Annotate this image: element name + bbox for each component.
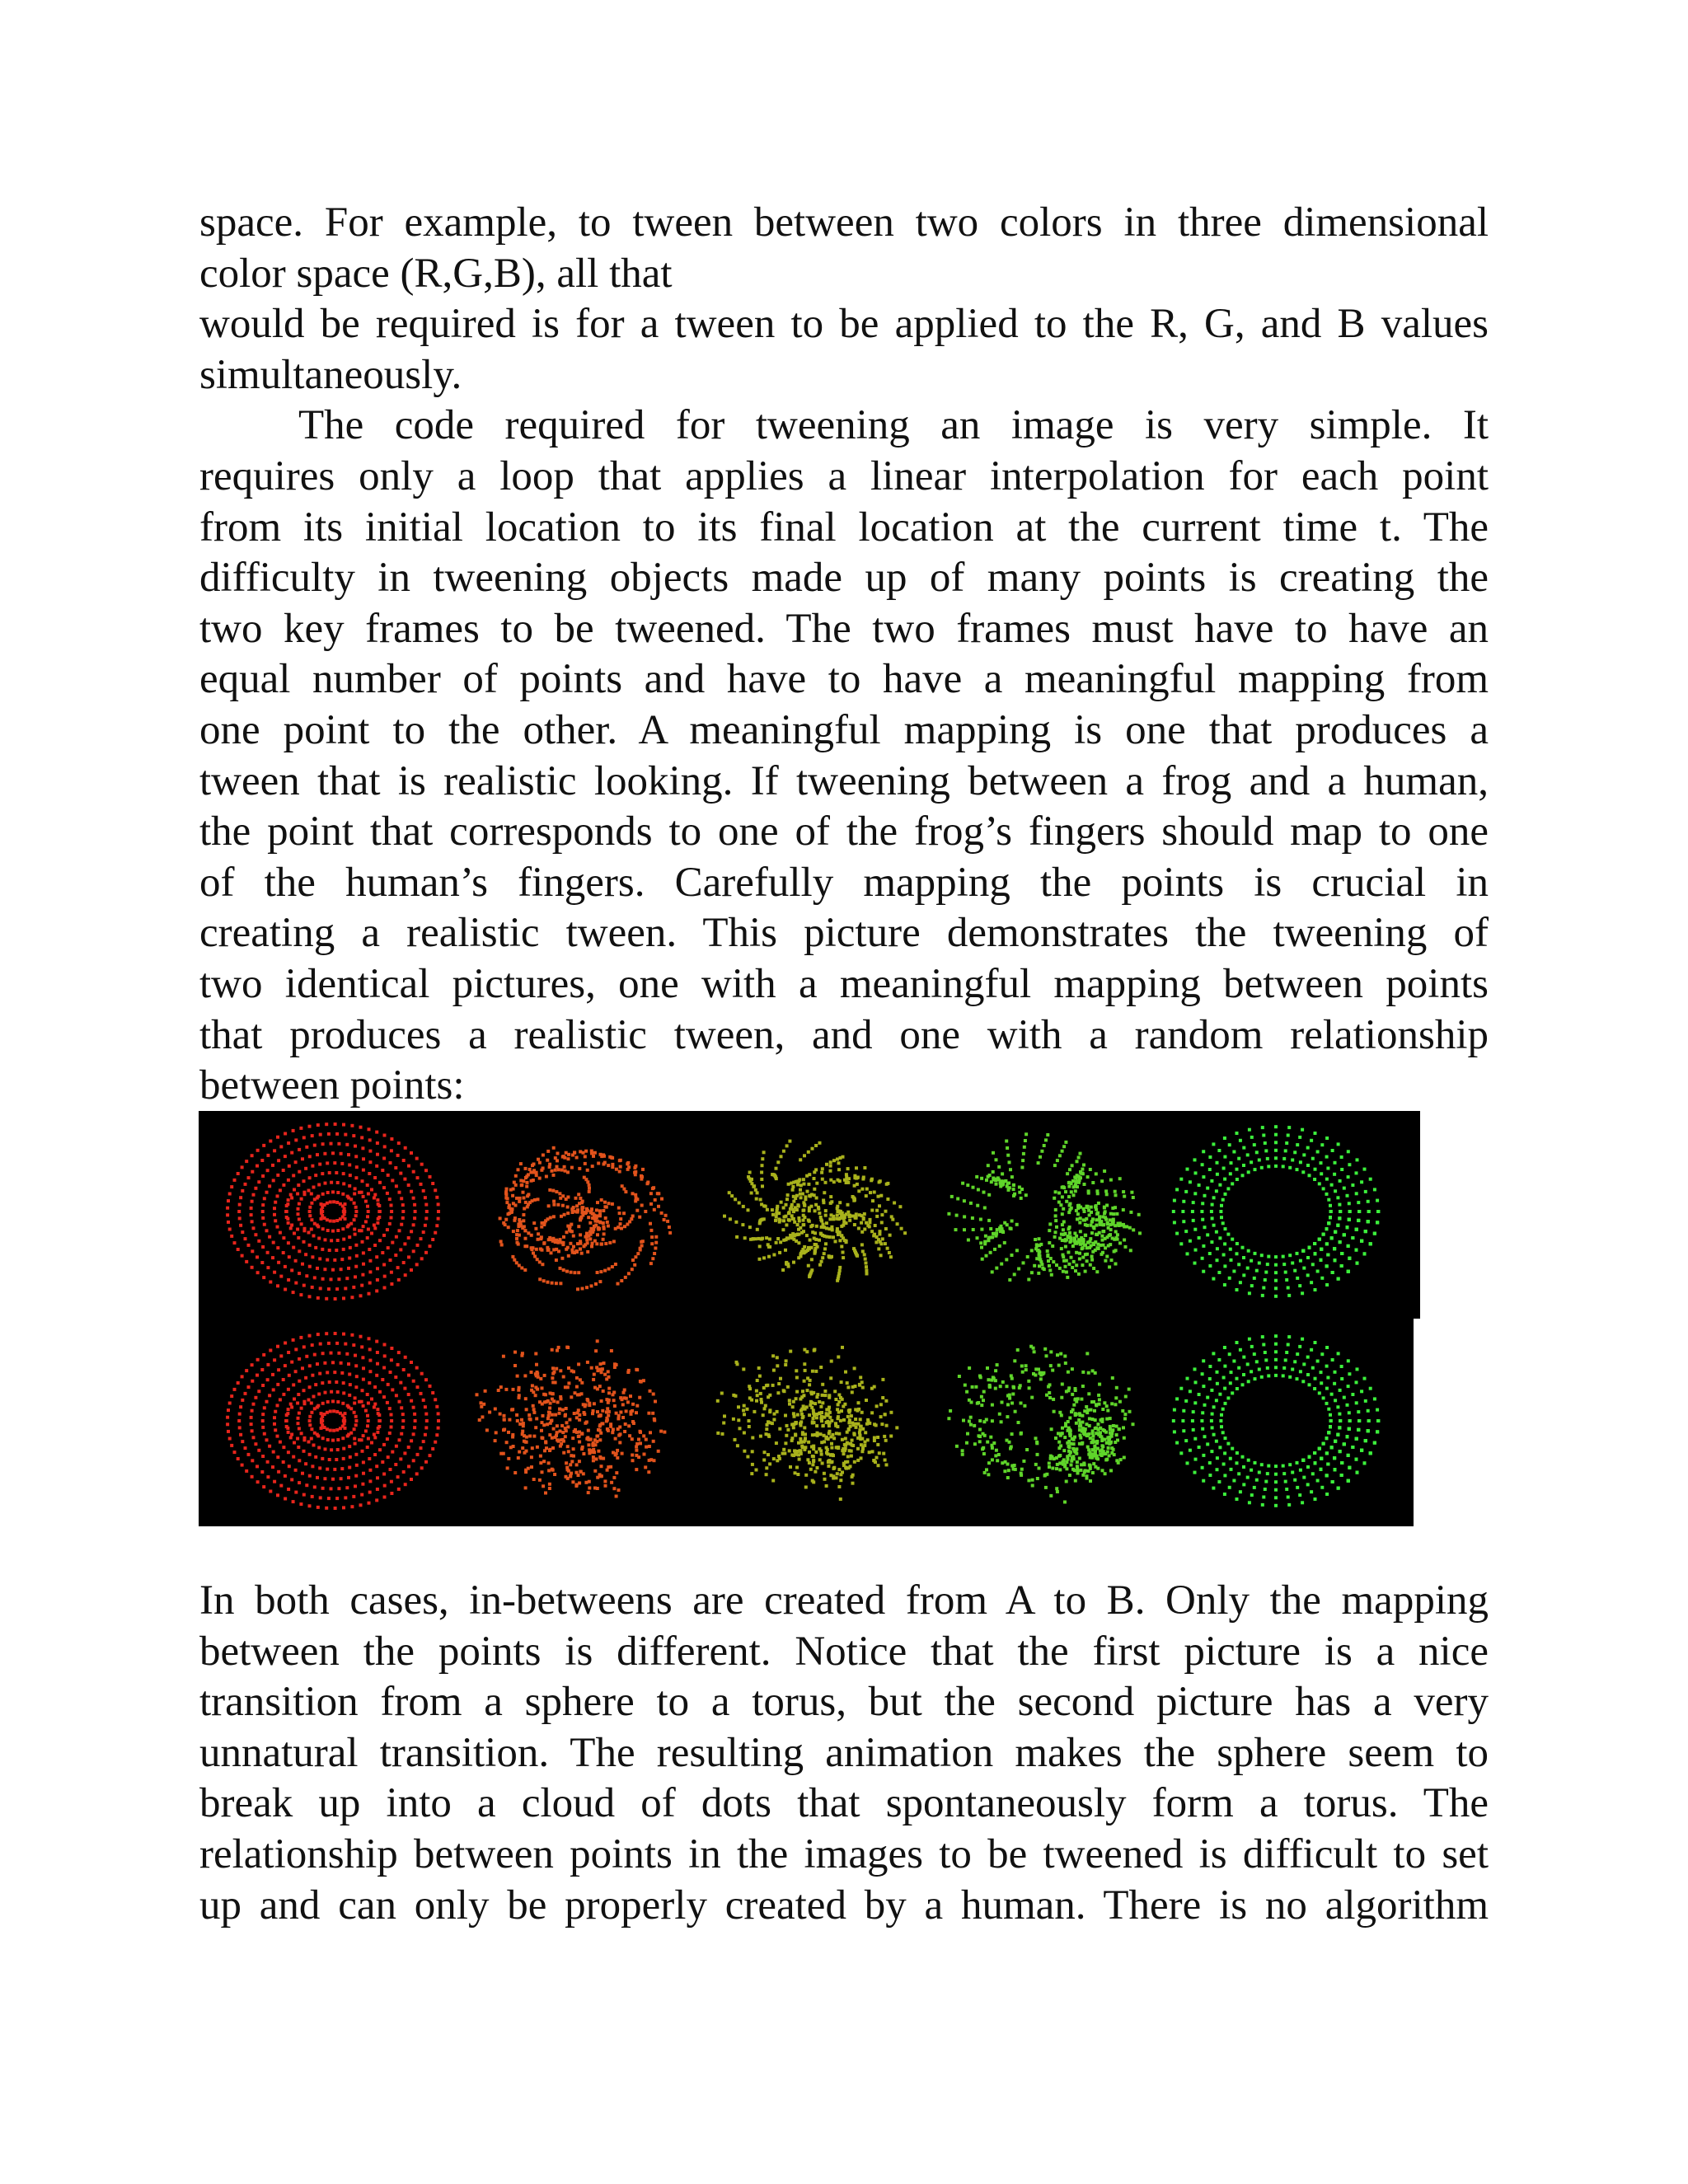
text-line: two identical pictures, one with a meaningful mapping between points [199, 960, 1489, 1007]
text-line: from its initial location to its final location at the current time t. The [199, 504, 1489, 551]
text-block-bottom [199, 1576, 1489, 1931]
figure-background-top [199, 1111, 1420, 1319]
text-line: transition from a sphere to a torus, but the second picture has a very [199, 1679, 1489, 1726]
text-line: the point that corresponds to one of the frog’s fingers should map to one [199, 808, 1489, 855]
text-line: In both cases, in-betweens are created from A to B. Only the mapping [199, 1577, 1489, 1624]
text-line: two key frames to be tweened. The two frames must have to have an [199, 605, 1489, 652]
text-line: between the points is different. Notice that the first picture is a nice [199, 1628, 1489, 1675]
text-line: equal number of points and have to have a meaningful mapping from [199, 656, 1489, 703]
text-line: of the human’s fingers. Carefully mapping the points is crucial in [199, 859, 1489, 906]
tween-figure [199, 1111, 1422, 1526]
text-line: requires only a loop that applies a linear interpolation for each point [199, 452, 1489, 499]
text-line: unnatural transition. The resulting animation makes the sphere seem to [199, 1729, 1489, 1776]
text-line: would be required is for a tween to be applied to the R, G, and B values [199, 301, 1489, 348]
text-line: color space (R,G,B), all that [199, 250, 673, 297]
text-line: tween that is realistic looking. If tweening between a frog and a human, [199, 757, 1489, 804]
text-line: creating a realistic tween. This picture demonstrates the tweening of [199, 910, 1489, 957]
text-line: one point to the other. A meaningful mapping is one that produces a [199, 706, 1489, 753]
paragraph-first-line: The code required for tweening an image is very simple. It [298, 402, 1489, 449]
text-block-top [199, 198, 1489, 1112]
text-line: simultaneously. [199, 351, 462, 398]
tween-figure-image [199, 1111, 1422, 1526]
text-line: break up into a cloud of dots that spontaneously form a torus. The [199, 1780, 1489, 1827]
text-line: between points: [199, 1062, 465, 1109]
text-line: relationship between points in the images to be tweened is difficult to set [199, 1830, 1489, 1877]
text-line: that produces a realistic tween, and one with a random relationship [199, 1011, 1489, 1058]
text-line: up and can only be properly created by a human. There is no algorithm [199, 1882, 1489, 1929]
text-line: space. For example, to tween between two colors in three dimensional [199, 199, 1489, 246]
text-line: difficulty in tweening objects made up of many points is creating the [199, 555, 1489, 602]
